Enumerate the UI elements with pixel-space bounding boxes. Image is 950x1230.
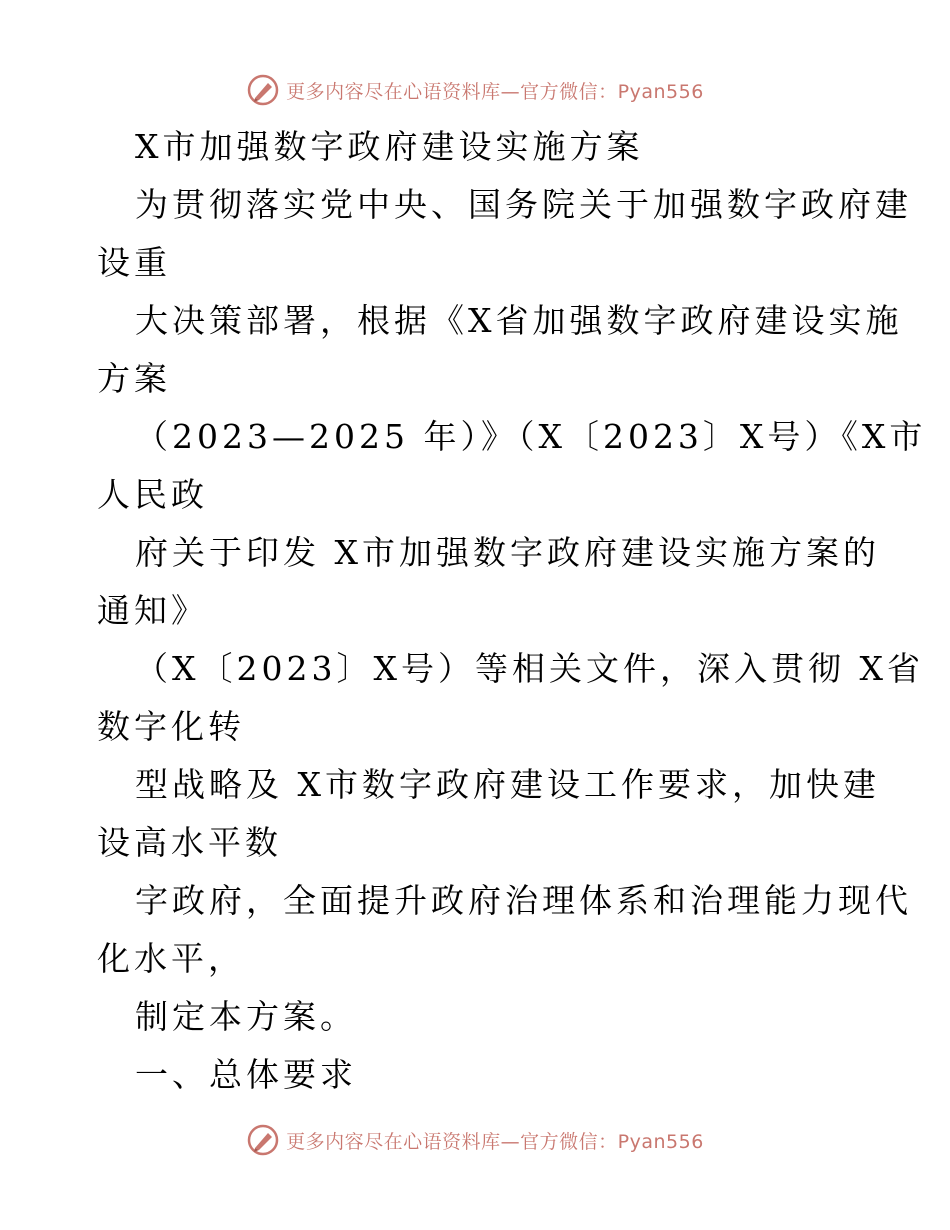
text-line: X市加强数字政府建设实施方案 [135, 127, 644, 166]
watermark-text: 更多内容尽在心语资料库—官方微信：Pyan556 [286, 80, 704, 103]
pen-logo-icon [246, 1123, 280, 1157]
text-line: 人民政 [97, 475, 208, 514]
text-line: 通知》 [97, 591, 208, 630]
watermark-header [0, 70, 950, 110]
watermark-text: 更多内容尽在心语资料库—官方微信：Pyan556 [286, 1130, 704, 1153]
text-line: 数字化转 [97, 707, 245, 746]
text-line: 型战略及 X市数字政府建设工作要求，加快建 [135, 765, 880, 804]
text-line: 为贯彻落实党中央、国务院关于加强数字政府建 [135, 185, 912, 224]
pen-logo-icon [246, 73, 280, 107]
text-line: 府关于印发 X市加强数字政府建设实施方案的 [135, 533, 880, 572]
text-line: 设重 [97, 243, 171, 282]
text-line: 大决策部署，根据《X省加强数字政府建设实施 [135, 301, 903, 340]
text-line: 化水平， [97, 939, 245, 978]
document-body [97, 118, 927, 1104]
text-line: 设高水平数 [97, 823, 282, 862]
text-line: （2023—2025 年）》（X〔2023〕X号）《X市 [135, 417, 927, 456]
text-line: 字政府，全面提升政府治理体系和治理能力现代 [135, 881, 912, 920]
text-line: 制定本方案。 [135, 997, 357, 1036]
text-line: 方案 [97, 359, 171, 398]
text-line: （X〔2023〕X号）等相关文件，深入贯彻 X省 [135, 649, 924, 688]
watermark-footer [0, 1120, 950, 1160]
text-line: 一、总体要求 [135, 1055, 357, 1094]
